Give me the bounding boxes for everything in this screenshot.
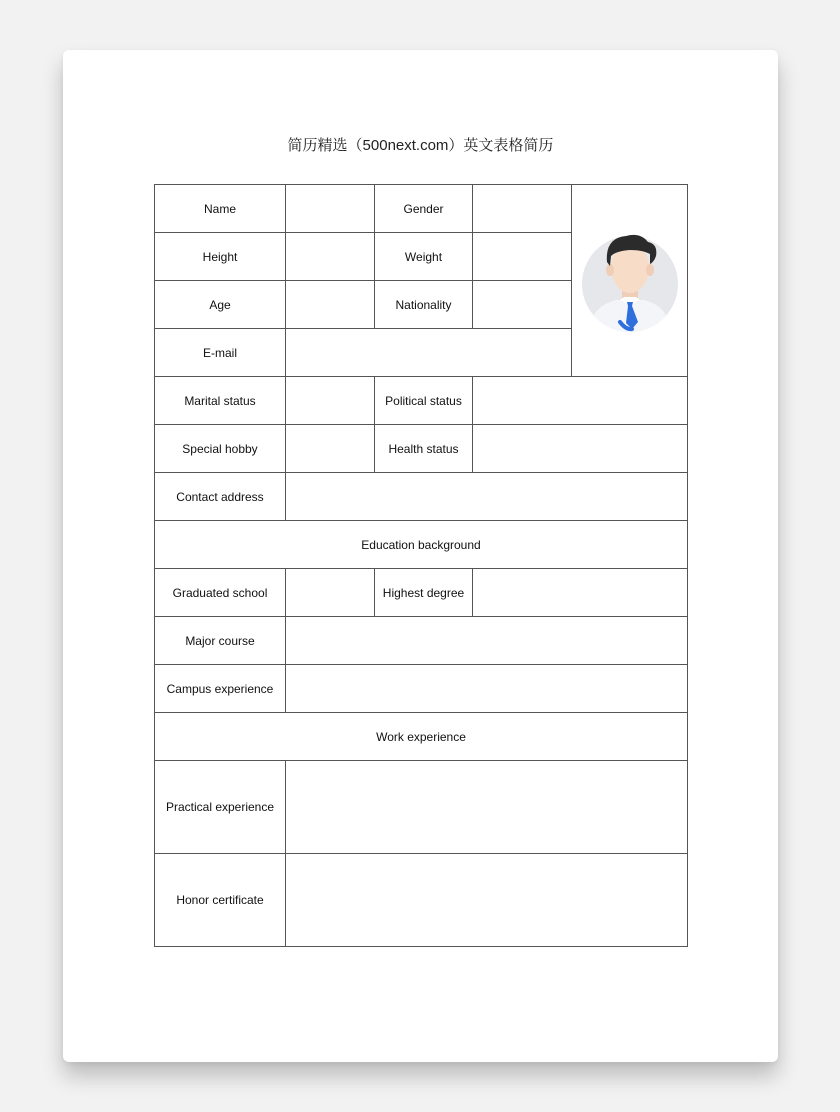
table-row <box>155 377 688 425</box>
weight-value-cell[interactable] <box>473 233 572 281</box>
special-hobby-value-cell[interactable] <box>286 425 375 473</box>
major-course-label: Major course <box>155 617 286 665</box>
gender-label: Gender <box>375 185 473 233</box>
work-experience-heading: Work experience <box>155 713 688 761</box>
table-row <box>155 761 688 854</box>
table-row <box>155 425 688 473</box>
honor-certificate-label: Honor certificate <box>155 854 286 947</box>
document-title: 简历精选（500next.com）英文表格简历 <box>287 137 554 154</box>
nationality-value-cell[interactable] <box>473 281 572 329</box>
resume-table <box>154 184 688 947</box>
campus-experience-label: Campus experience <box>155 665 286 713</box>
campus-experience-value-cell[interactable] <box>286 665 688 713</box>
table-row <box>155 617 688 665</box>
email-value-cell[interactable] <box>286 329 572 377</box>
name-value-cell[interactable] <box>286 185 375 233</box>
table-row <box>155 713 688 761</box>
education-background-heading: Education background <box>155 521 688 569</box>
weight-label: Weight <box>375 233 473 281</box>
age-label: Age <box>155 281 286 329</box>
photo-cell[interactable] <box>572 185 688 377</box>
graduated-school-value-cell[interactable] <box>286 569 375 617</box>
marital-status-value-cell[interactable] <box>286 377 375 425</box>
table-row <box>155 473 688 521</box>
contact-address-label: Contact address <box>155 473 286 521</box>
height-value-cell[interactable] <box>286 233 375 281</box>
male-avatar-icon <box>580 226 680 336</box>
marital-status-label: Marital status <box>155 377 286 425</box>
table-row <box>155 185 688 233</box>
political-status-value-cell[interactable] <box>473 377 688 425</box>
health-status-label: Health status <box>375 425 473 473</box>
height-label: Height <box>155 233 286 281</box>
nationality-label: Nationality <box>375 281 473 329</box>
age-value-cell[interactable] <box>286 281 375 329</box>
table-row <box>155 854 688 947</box>
major-course-value-cell[interactable] <box>286 617 688 665</box>
email-label: E-mail <box>155 329 286 377</box>
table-row <box>155 521 688 569</box>
graduated-school-label: Graduated school <box>155 569 286 617</box>
practical-experience-label: Practical experience <box>155 761 286 854</box>
health-status-value-cell[interactable] <box>473 425 688 473</box>
table-row <box>155 665 688 713</box>
highest-degree-label: Highest degree <box>375 569 473 617</box>
highest-degree-value-cell[interactable] <box>473 569 688 617</box>
honor-certificate-value-cell[interactable] <box>286 854 688 947</box>
special-hobby-label: Special hobby <box>155 425 286 473</box>
table-row <box>155 569 688 617</box>
resume-sheet <box>63 50 778 1062</box>
contact-address-value-cell[interactable] <box>286 473 688 521</box>
political-status-label: Political status <box>375 377 473 425</box>
gender-value-cell[interactable] <box>473 185 572 233</box>
practical-experience-value-cell[interactable] <box>286 761 688 854</box>
name-label: Name <box>155 185 286 233</box>
